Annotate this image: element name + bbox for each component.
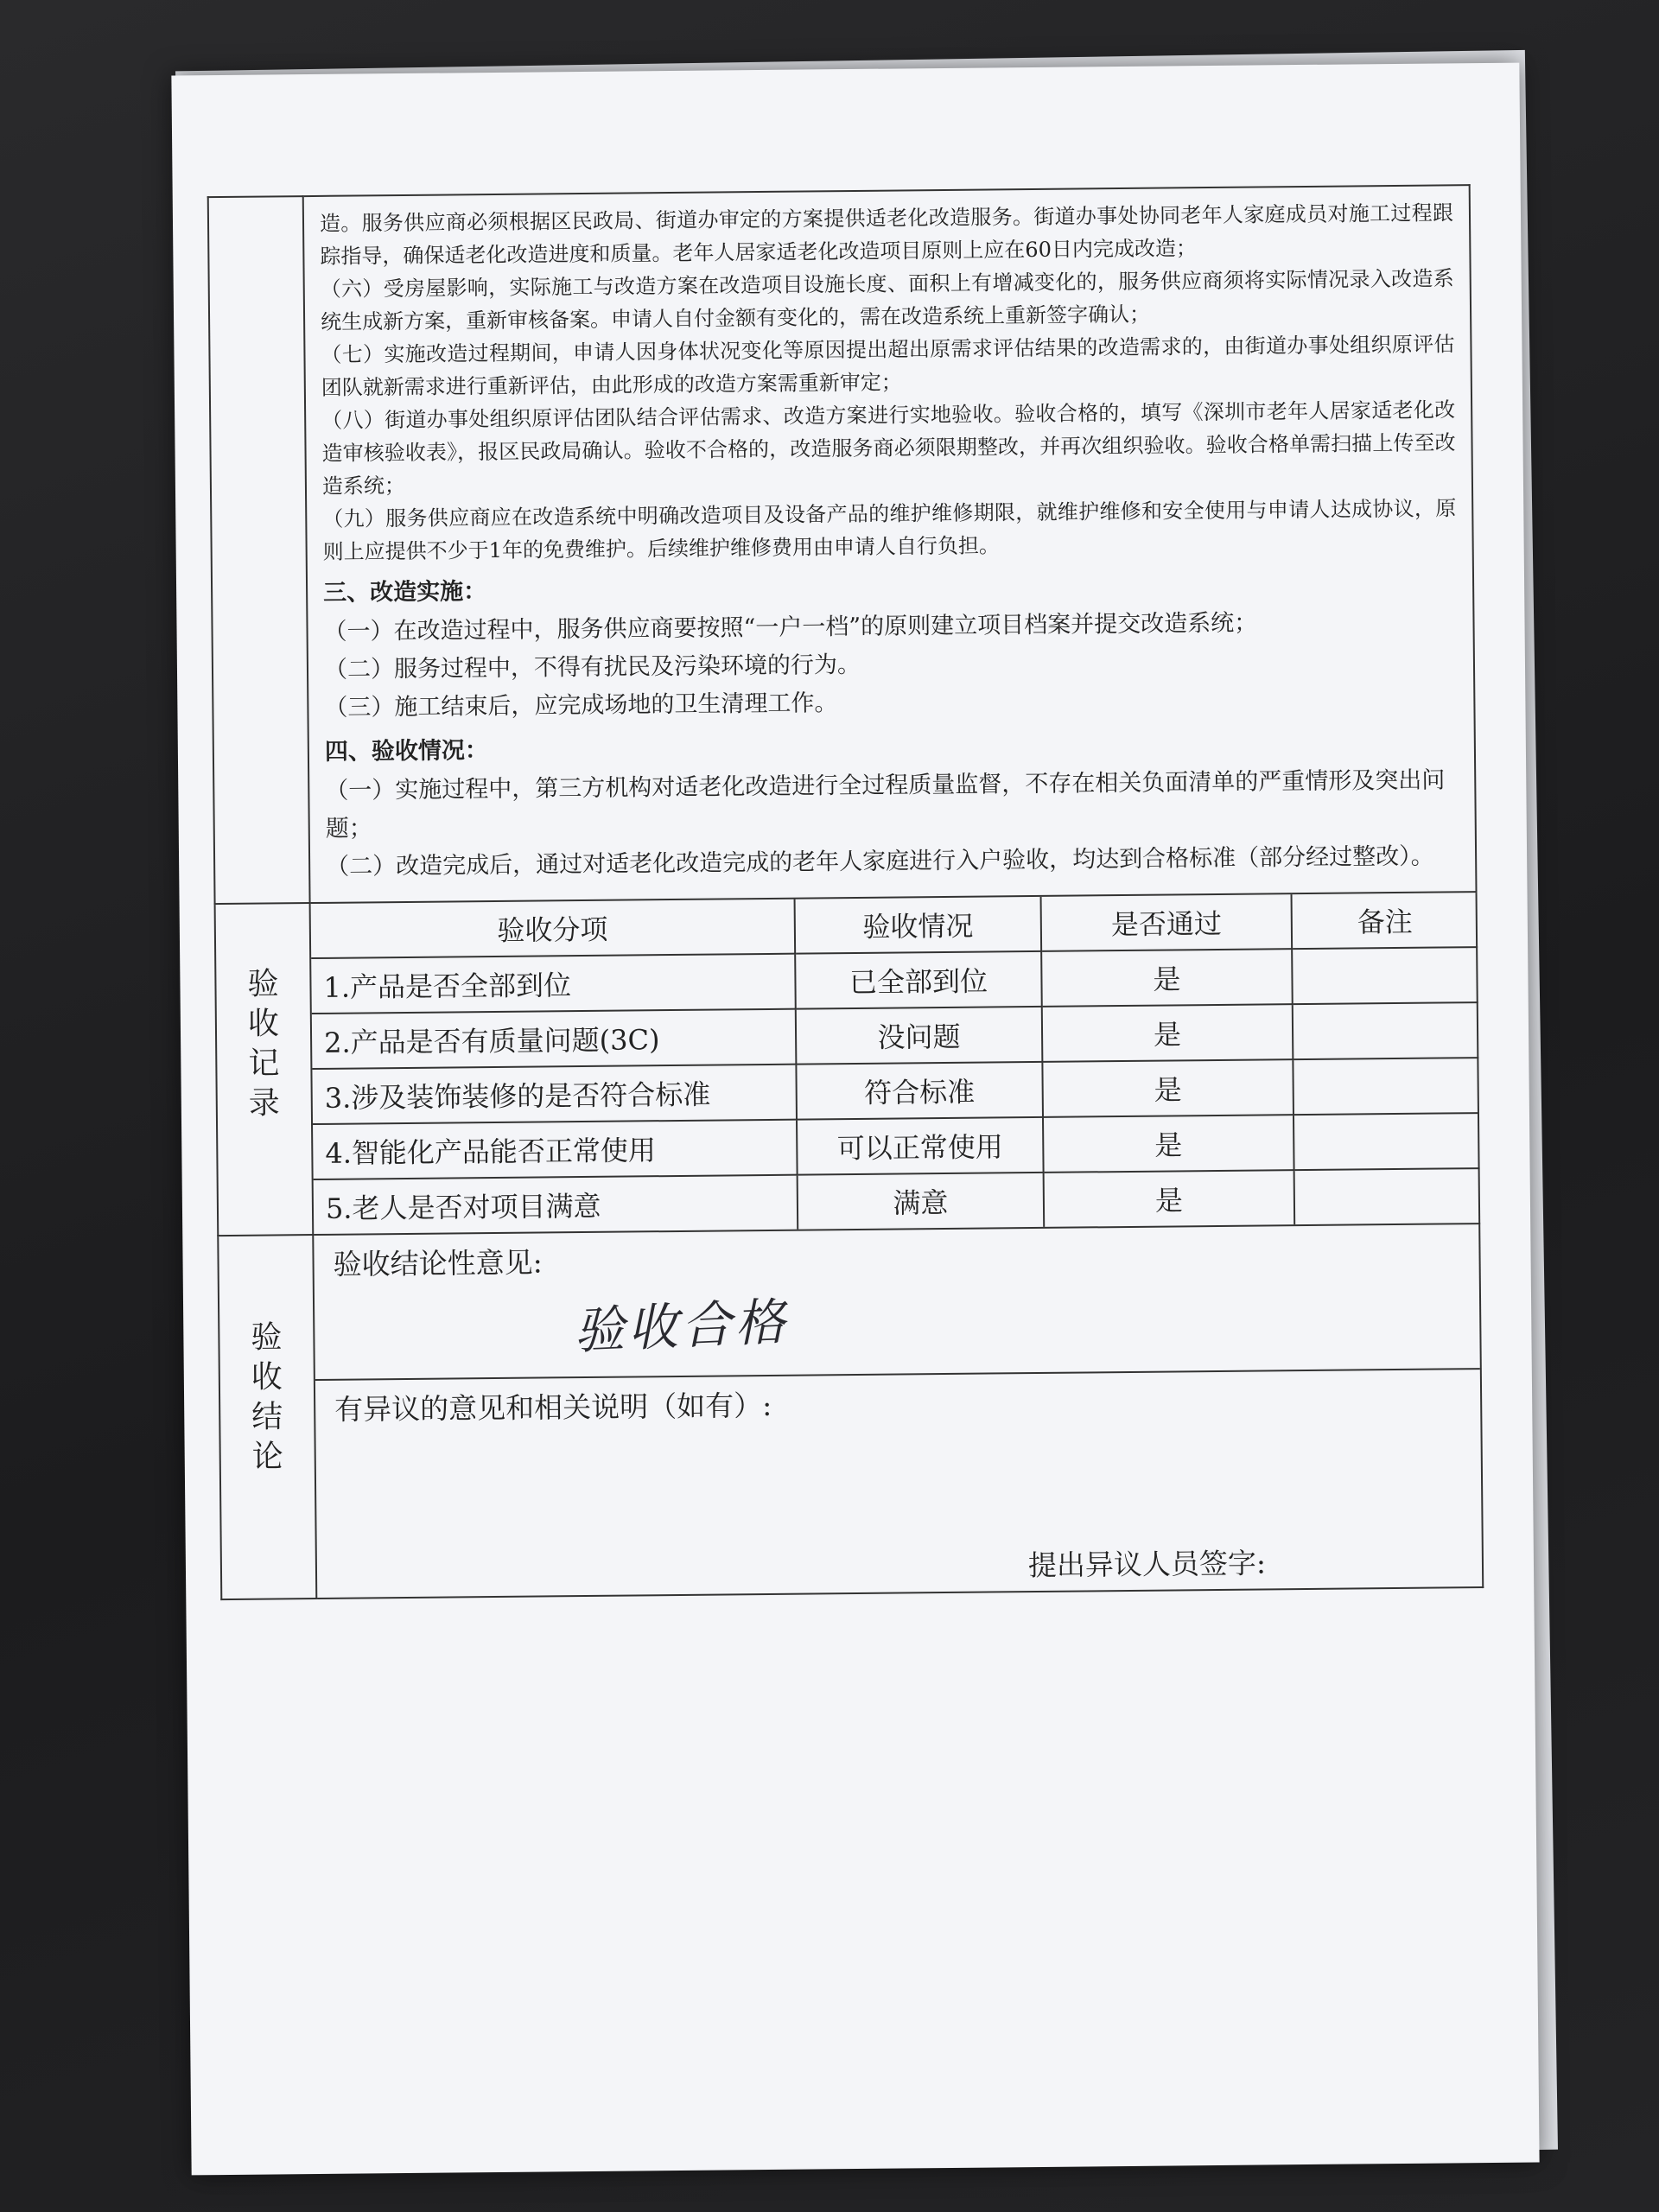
status-cell: 已全部到位	[795, 951, 1042, 1009]
acceptance-record-table	[311, 893, 1481, 1234]
dispute-label: 有异议的意见和相关说明（如有）:	[334, 1388, 772, 1427]
clause-text: （七）实施改造过程期间，申请人因身体状况变化等原因提出超出原需求评估结果的改造需求的，由街道办事处组织原评估团队就新需求进行重新评估，由此形成的改造方案需重新审定；	[321, 332, 1455, 400]
section-item: （三）施工结束后，应完成场地的卫生清理工作。	[324, 690, 838, 721]
clause-text: （六）受房屋影响，实际施工与改造方案在改造项目设施长度、面积上有增减变化的，服务供应商须将实际情况录入改造系统生成新方案，重新审核备案。申请人自付金额有变化的，需在改造系统上重新签字确认；	[320, 266, 1454, 334]
item-cell: 2.产品是否有质量问题(3C)	[312, 1009, 797, 1069]
section-heading: 三、改造实施：	[322, 578, 487, 607]
section-item: （一）在改造过程中，服务供应商要按照“一户一档”的原则建立项目档案并提交改造系统；	[323, 609, 1258, 645]
section-item: （二）改造完成后，通过对适老化改造完成的老年人家庭进行入户验收，均达到合格标准（部分经过整改）。	[326, 842, 1434, 880]
section-item: （一）实施过程中，第三方机构对适老化改造进行全过程质量监督，不存在相关负面清单的严重情形及突出问题；	[325, 766, 1446, 842]
note-cell	[1292, 947, 1478, 1004]
pass-cell: 是	[1042, 1059, 1294, 1117]
note-cell	[1294, 1113, 1480, 1170]
item-cell: 4.智能化产品能否正常使用	[313, 1120, 798, 1179]
item-cell: 1.产品是否全部到位	[311, 954, 796, 1014]
status-cell: 符合标准	[796, 1062, 1043, 1120]
header-cell: 验收情况	[795, 897, 1042, 954]
header-cell: 是否通过	[1041, 894, 1293, 951]
status-cell: 可以正常使用	[797, 1117, 1044, 1175]
side-char: 收	[251, 1359, 283, 1395]
side-char: 收	[247, 1006, 280, 1042]
table-row	[314, 1168, 1481, 1234]
status-cell: 满意	[798, 1173, 1045, 1230]
note-cell	[1293, 1058, 1479, 1115]
item-cell: 5.老人是否对项目满意	[314, 1175, 798, 1234]
side-char: 结	[251, 1399, 283, 1435]
clauses-cell	[303, 185, 1477, 903]
blank-side-cell	[208, 196, 310, 904]
signature-label: 提出异议人员签字:	[1027, 1546, 1267, 1583]
item-cell: 3.涉及装饰装修的是否符合标准	[312, 1065, 797, 1124]
note-cell	[1294, 1168, 1481, 1224]
record-side-label	[215, 903, 314, 1236]
section-item: （二）服务过程中，不得有扰民及污染环境的行为。	[323, 651, 861, 683]
side-char: 验	[247, 966, 279, 1002]
note-cell	[1293, 1002, 1479, 1059]
dispute-box	[315, 1370, 1482, 1598]
form-table	[207, 184, 1484, 1600]
document-page	[171, 63, 1539, 2176]
conclusion-side-label	[218, 1235, 316, 1599]
pass-cell: 是	[1042, 1004, 1294, 1062]
opinion-label: 验收结论性意见:	[333, 1245, 543, 1281]
side-char: 录	[248, 1085, 280, 1122]
conclusion-cell	[313, 1224, 1483, 1599]
section-heading: 四、验收情况：	[324, 737, 489, 766]
side-char: 论	[251, 1439, 283, 1475]
header-cell: 验收分项	[311, 899, 796, 958]
handwritten-opinion: 验收合格	[573, 1292, 790, 1361]
status-cell: 没问题	[796, 1007, 1043, 1065]
side-char: 记	[248, 1046, 280, 1082]
side-char: 验	[251, 1319, 283, 1356]
clause-text: 造。服务供应商必须根据区民政局、街道办审定的方案提供适老化改造服务。街道办事处协同老年人家庭成员对施工过程跟踪指导，确保适老化改造进度和质量。老年人居家适老化改造项目原则上应在60日内完成改造；	[319, 200, 1454, 269]
clause-text: （九）服务供应商应在改造系统中明确改造项目及设备产品的维护维修期限，就维护维修和安全使用与申请人达成协议，原则上应提供不少于1年的免费维护。后续维护维修费用由申请人自行负担。	[322, 496, 1457, 564]
clause-text: （八）街道办事处组织原评估团队结合评估需求、改造方案进行实地验收。验收合格的，填写《深圳市老年人居家适老化改造审核验收表》，报区民政局确认。验收不合格的，改造服务商必须限期整改，并再次组织验收。验收合格单需扫描上传至改造系统；	[321, 397, 1456, 499]
pass-cell: 是	[1043, 1115, 1294, 1173]
record-cell	[310, 892, 1480, 1235]
opinion-box	[314, 1224, 1480, 1381]
header-cell: 备注	[1292, 893, 1478, 949]
pass-cell: 是	[1044, 1170, 1295, 1227]
acceptance-form	[207, 184, 1484, 1743]
pass-cell: 是	[1041, 949, 1293, 1007]
